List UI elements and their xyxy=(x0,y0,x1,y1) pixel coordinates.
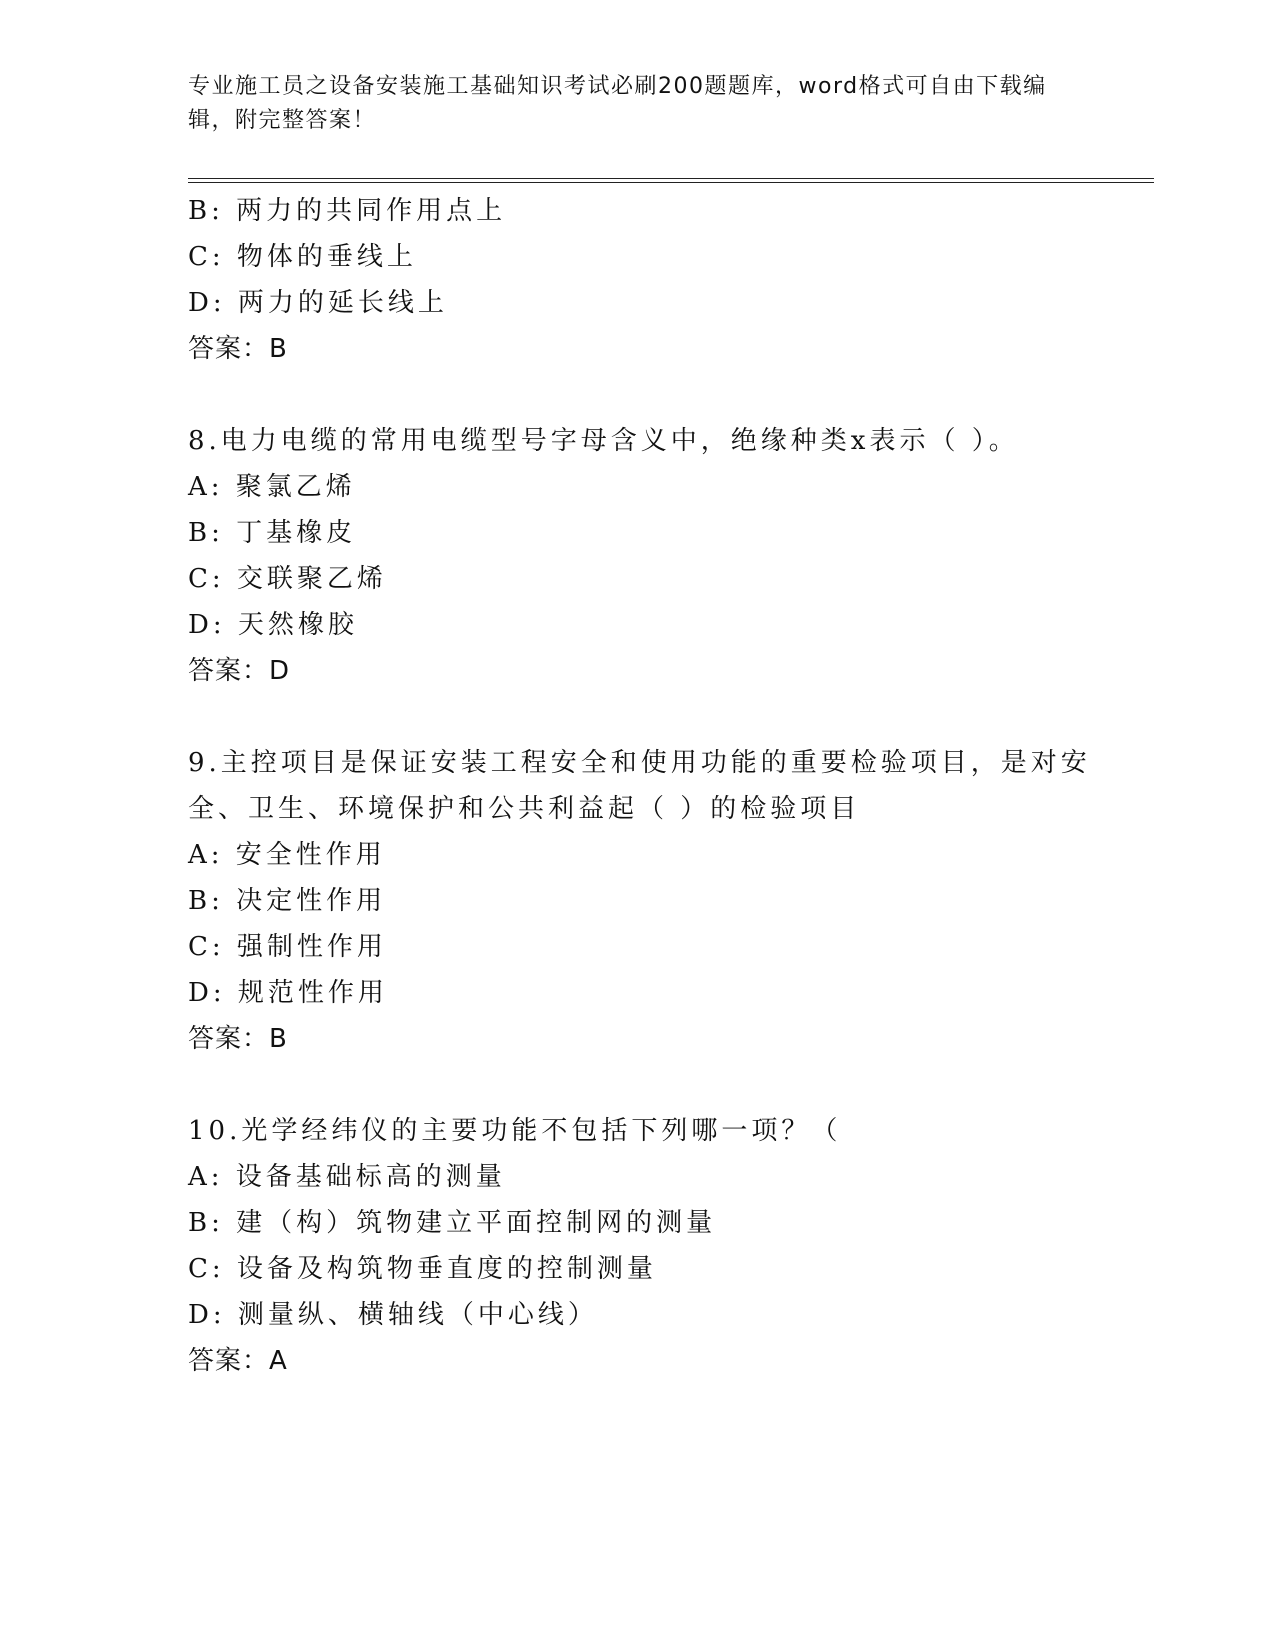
option-c: C: 物体的垂线上 xyxy=(188,242,417,272)
question-10 xyxy=(188,1108,1088,1384)
document-body xyxy=(188,188,1091,1430)
option-b: B: 决定性作用 xyxy=(188,886,387,916)
question-stem: 10.光学经纬仪的主要功能不包括下列哪一项？（ xyxy=(188,1116,842,1146)
question-stem: 8.电力电缆的常用电缆型号字母含义中，绝缘种类x表示（ ）。 xyxy=(188,426,1019,456)
document-header xyxy=(188,70,1088,138)
question-stem-line-1: 9.主控项目是保证安装工程安全和使用功能的重要检验项目，是对安 xyxy=(188,748,1091,778)
question-8 xyxy=(188,418,1088,694)
option-b: B: 丁基橡皮 xyxy=(188,518,357,548)
option-c: C: 交联聚乙烯 xyxy=(188,564,387,594)
answer-line: 答案：D xyxy=(188,656,291,686)
option-a: A: 聚氯乙烯 xyxy=(188,472,356,502)
option-b: B: 两力的共同作用点上 xyxy=(188,196,507,226)
option-b: B: 建（构）筑物建立平面控制网的测量 xyxy=(188,1208,717,1238)
question-9 xyxy=(188,740,1091,1062)
option-d: D: 规范性作用 xyxy=(188,978,388,1008)
header-title: 专业施工员之设备安装施工基础知识考试必刷200题题库，word格式可自由下载编辑，附完整答案！ xyxy=(188,74,1047,133)
option-a: A: 安全性作用 xyxy=(188,840,386,870)
answer-line: 答案：B xyxy=(188,1024,288,1054)
option-d: D: 测量纵、横轴线（中心线） xyxy=(188,1300,598,1330)
answer-line: 答案：B xyxy=(188,334,288,364)
header-double-rule xyxy=(188,178,1154,183)
option-c: C: 强制性作用 xyxy=(188,932,387,962)
option-a: A: 设备基础标高的测量 xyxy=(188,1162,506,1192)
option-c: C: 设备及构筑物垂直度的控制测量 xyxy=(188,1254,657,1284)
option-d: D: 两力的延长线上 xyxy=(188,288,448,318)
partial-question xyxy=(188,188,1088,372)
question-stem-line-2: 全、卫生、环境保护和公共利益起（ ）的检验项目 xyxy=(188,794,861,824)
option-d: D: 天然橡胶 xyxy=(188,610,358,640)
answer-line: 答案：A xyxy=(188,1346,288,1376)
